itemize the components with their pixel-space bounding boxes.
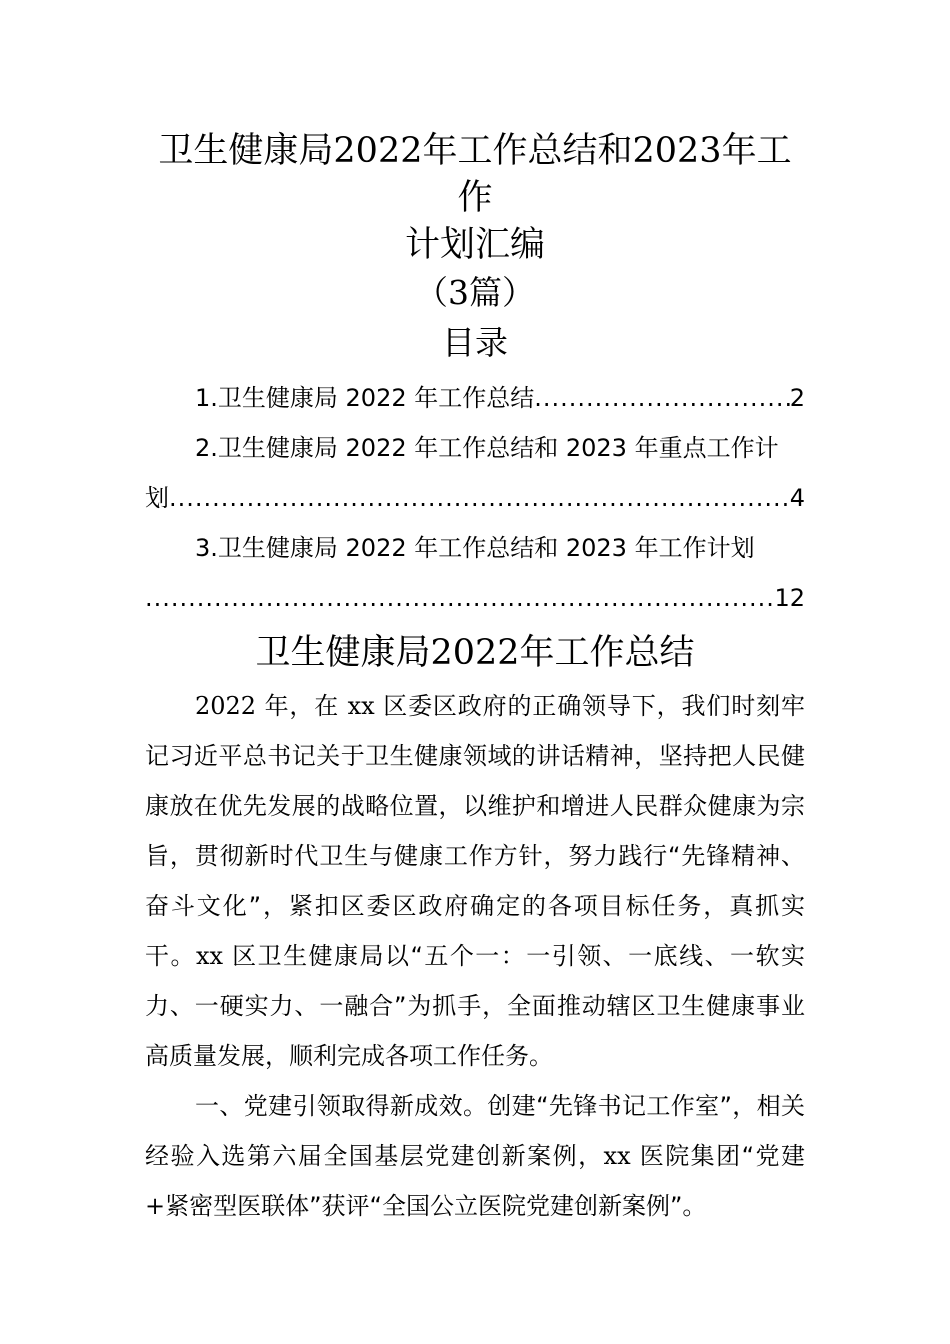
title-year-2022: 2022 xyxy=(333,131,423,171)
subtitle-count: 3 xyxy=(448,273,469,312)
toc-entry-1[interactable] xyxy=(145,373,805,423)
title-text-part3: 年工作 xyxy=(457,131,792,218)
title-year-2023: 2023 xyxy=(632,131,722,171)
toc-entry-page: 4 xyxy=(789,484,805,512)
para-placeholder-xx: xx xyxy=(195,942,224,970)
para-placeholder-xx: xx xyxy=(347,692,375,720)
document-subtitle xyxy=(145,269,805,317)
subtitle-close: 篇） xyxy=(469,273,535,312)
para-text: 区卫生健康局以“五个一：一引领、一底线、一软实力、一硬实力、一融合”为抓手，全面推动辖区卫生健康事业高质量发展，顺利完成各项工作任务。 xyxy=(145,942,806,1070)
section-title-part2: 年工作总结 xyxy=(519,633,695,673)
para-text: 一、党建引领取得新成效。创建“先锋书记工作室”，相关经验入选第六届全国基层党建创新案例， xyxy=(145,1092,805,1170)
para-year: 2022 xyxy=(195,692,257,720)
title-text-part1: 卫生健康局 xyxy=(158,131,334,171)
toc-entry-label: 3.卫生健康局 2022 年工作总结和 2023 年工作计划 xyxy=(195,534,755,562)
toc-entry-label: 1.卫生健康局 2022 年工作总结 xyxy=(195,384,535,412)
document-title xyxy=(145,128,805,269)
section-title xyxy=(145,625,805,681)
paragraph-party-building xyxy=(145,1081,805,1231)
toc-entry-page: 2 xyxy=(789,384,805,412)
subtitle-open: （ xyxy=(415,273,448,312)
toc-entry-2-continued[interactable] xyxy=(145,473,805,523)
toc-entry-3[interactable] xyxy=(145,523,805,573)
section-title-part1: 卫生健康局 xyxy=(255,633,431,673)
toc-entry-2[interactable] xyxy=(145,423,805,473)
para-text: 紧密型医联体”获评“全国公立医院党建创新案例”。 xyxy=(165,1192,707,1220)
para-text: 区委区政府的正确领导下，我们时刻牢记习近平总书记关于卫生健康领域的讲话精神，坚持把人民健康放在优先发展的战略位置，以维护和增进人民群众健康为宗旨，贯彻新时代卫生与健康工作方针，努力践行“先锋精神、奋斗文化”，紧扣区委区政府确定的各项目标任务，真抓实干。 xyxy=(145,692,805,970)
toc-entry-3-continued[interactable] xyxy=(145,573,805,623)
toc-entry-label: 2.卫生健康局 2022 年工作总结和 2023 年重点工作计 xyxy=(195,434,779,462)
para-text: 医院集团“党建 xyxy=(630,1142,806,1170)
toc-entry-label-cont: 划 xyxy=(145,484,169,512)
table-of-contents xyxy=(145,373,805,623)
para-placeholder-xx: xx xyxy=(603,1142,631,1170)
title-line2: 计划汇编 xyxy=(404,225,545,265)
section-title-year: 2022 xyxy=(430,633,520,673)
paragraph-intro xyxy=(145,681,805,1081)
document-page xyxy=(145,128,805,1231)
toc-heading: 目录 xyxy=(442,323,508,362)
toc-dot-leader xyxy=(534,373,789,423)
toc-dot-leader xyxy=(169,473,790,523)
toc-entry-page: 12 xyxy=(774,584,805,612)
para-text: 年，在 xyxy=(256,692,348,720)
para-plus-sign: + xyxy=(145,1192,166,1220)
title-text-part2: 年工作总结和 xyxy=(422,131,633,171)
toc-dot-leader xyxy=(145,573,774,623)
